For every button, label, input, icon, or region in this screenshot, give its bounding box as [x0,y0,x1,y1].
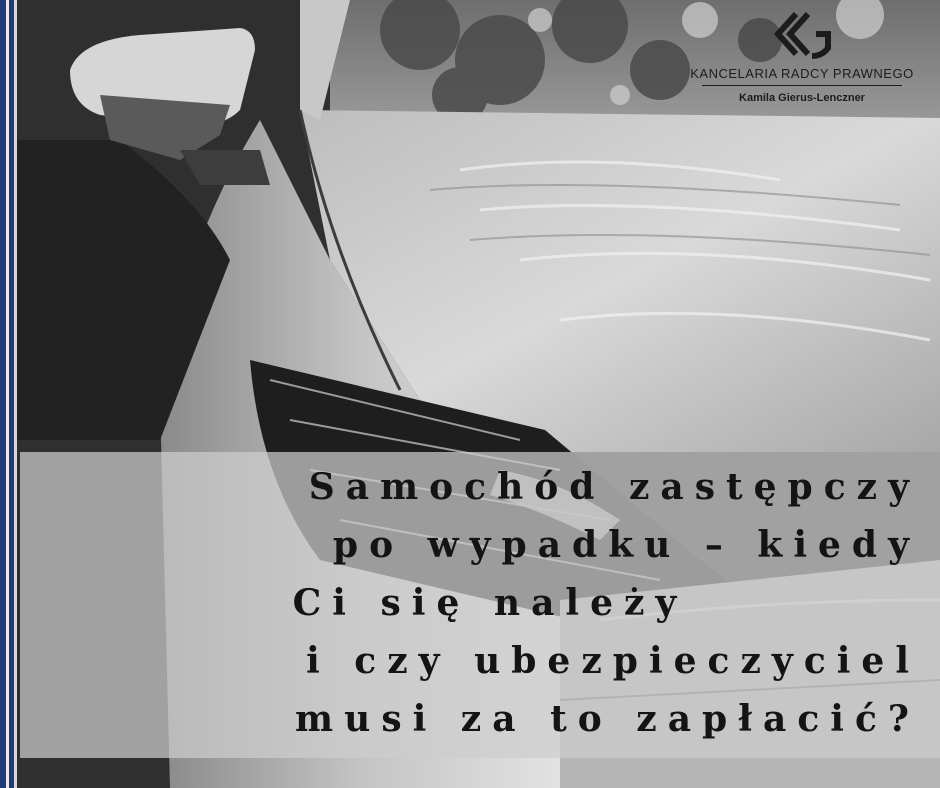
headline-line: musi za to zapłacić? [295,698,920,740]
headline-line: Samochód zastępczy [308,466,920,508]
lawyer-name: Kamila Gierus-Lenczner [739,92,865,104]
headline [100,458,920,748]
headline-line: Ci się należy [292,582,688,624]
headline-line: i czy ubezpieczyciel [306,640,920,682]
firm-name: KANCELARIA RADCY PRAWNEGO [690,66,914,81]
headline-line: po wypadku – kiedy [332,524,920,566]
logo-divider [702,85,902,86]
kg-monogram-icon [772,12,832,60]
firm-logo [682,12,922,104]
accent-stripe-white [14,0,17,788]
